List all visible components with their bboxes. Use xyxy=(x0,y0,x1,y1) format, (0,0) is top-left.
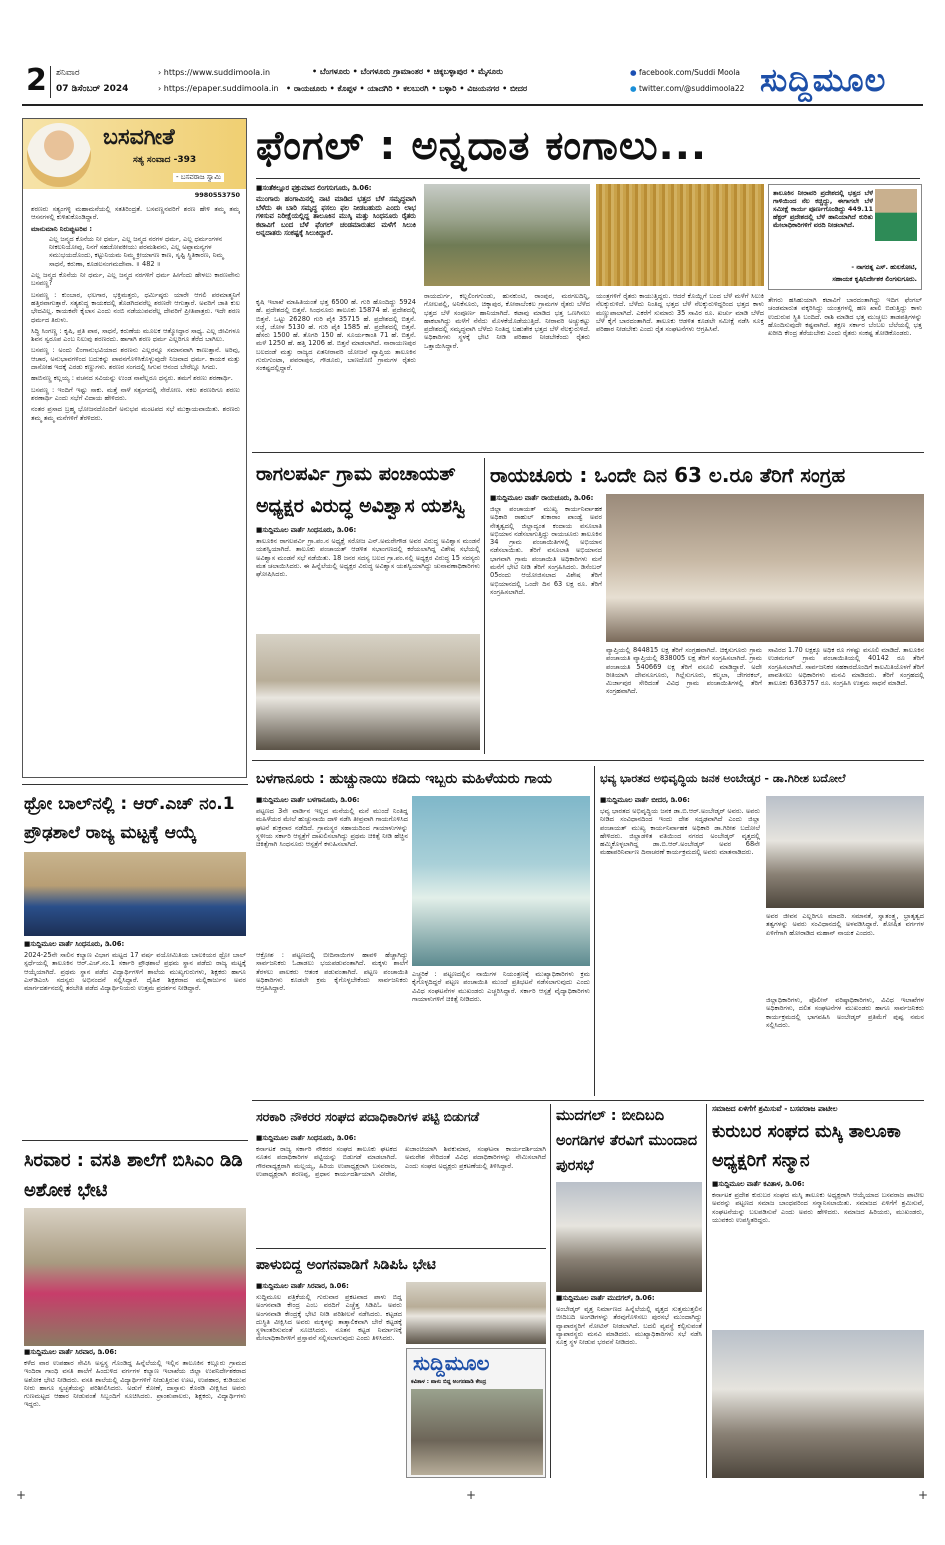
page-number: 2 xyxy=(26,63,47,98)
newspaper-clipping xyxy=(406,1348,546,1478)
basava-para: ನಂತರ ಪ್ರಸಾದ ಬ್ರಹ್ಮ ಭೋಜನದೊಂದಿಗೆ ಅನುಭವ ಮಂಟಪದ ಸಭೆ ಮುಕ್ತಾಯವಾಯಿತು. ಶರಣರು ತಮ್ಮ ತಮ್ಮ ಮನೆಗಳಿಗೆ ತೆರಳಿದರು. xyxy=(31,405,240,422)
kuruba-kicker: ಸಮಾಜದ ಏಳಿಗೆಗೆ ಶ್ರಮಿಸುವೆ - ಬಸವರಾಜ ಪಾಟೀಲ xyxy=(712,1104,838,1113)
date-label: 07 ಡಿಸೆಂಬರ್ 2024 xyxy=(56,84,129,94)
bullet-icon: ■ xyxy=(712,1180,719,1188)
quote-author: - ನಾಗರತ್ನ ಎಸ್. ಹುಲಕೋಟಿ, xyxy=(851,263,917,271)
clip-masthead: ಸುದ್ದಿಮೂಲ xyxy=(413,1351,490,1375)
bullet-icon: ■ xyxy=(490,494,497,502)
throwball-body: 2024-25ನೇ ಸಾಲಿನ ಕಲ್ಯಾಣ ವಿಭಾಗ ಮಟ್ಟದ 17 ವರ್ಷ ವಯೋಮಿತಿಯ ಬಾಲಕಿಯರ ಥ್ರೋ ಬಾಲ್ ಸ್ಪರ್ಧೆಯಲ್ಲಿ ತಾಲೂಕಿನ ಆರ್.ಎಚ್.ನಂ.1 ಸರ್ಕಾರಿ ಪ್ರೌಢಶಾಲೆ ಪ್ರಥಮ ಸ್ಥಾನ ಪಡೆದು ರಾಜ್ಯ ಮಟ್ಟಕ್ಕೆ ಆಯ್ಕೆಯಾಗಿದೆ. ಪ್ರಥಮ ಸ್ಥಾನ ಪಡೆದ ವಿದ್ಯಾರ್ಥಿಗಳಿಗೆ ಶಾಲೆಯ ಮುಖ್ಯಗುರುಗಳು, ಶಿಕ್ಷಕರು ಹಾಗೂ ಎಸ್‌ಡಿಎಂಸಿ ಸದಸ್ಯರು ಅಭಿನಂದನೆ ಸಲ್ಲಿಸಿದ್ದಾರೆ. ದೈಹಿಕ ಶಿಕ್ಷಕರಾದ ಮಲ್ಲಿಕಾರ್ಜುನ ಅವರ ಮಾರ್ಗದರ್ಶನದಲ್ಲಿ ತರಬೇತಿ ಪಡೆದ ವಿದ್ಯಾರ್ಥಿನಿಯರು ಉತ್ತಮ ಪ್ರದರ್ಶನ ನೀಡಿದ್ದಾರೆ. xyxy=(24,951,246,993)
basava-subtitle: ಸತ್ಯ ಸಂವಾದ -393 xyxy=(133,155,197,165)
lead-col-3: ಯಂತ್ರಗಳಿಗೆ ರೈತರು ಕಾಯುತ್ತಿದ್ದರು. ಆದರೆ ಕೊಯ್ಲಿಗೆ ಬಂದ ಬೆಳೆ ಮಳೆಗೆ ಸಿಲುಕಿ ನೆಲಕ್ಕುರುಳಿದೆ. ಬೆಳೆದು ನಿಂತಿದ್ದ ಭತ್ತದ ಬೆಳೆ ನೆಲಕ್ಕುರುಳಿದ್ದರಿಂದ ಭತ್ತದ ಕಾಳು ಮಣ್ಣುಪಾಲಾಗಿದೆ. ಎಕರೆಗೆ ಸುಮಾರು 35 ಸಾವಿರ ರೂ. ಖರ್ಚು ಮಾಡಿ ಬೆಳೆದ ಬೆಳೆ ಕೈಗೆ ಬಾರದಂತಾಗಿದೆ. ತಾಲೂಕು ಆಡಳಿತ ಕೂಡಲೇ ಸಮೀಕ್ಷೆ ನಡೆಸಿ ಸೂಕ್ತ ಪರಿಹಾರ ನೀಡಬೇಕು ಎಂದು ರೈತ ಸಂಘಟನೆಗಳು ಆಗ್ರಹಿಸಿವೆ. xyxy=(596,292,764,334)
mudgal-byline: ■ಸುದ್ದಿಮೂಲ ವಾರ್ತೆ ಮುದಗಲ್, ಡಿ.06: xyxy=(556,1294,655,1302)
throwball-byline: ■ಸುದ್ದಿಮೂಲ ವಾರ್ತೆ ಸಿಂಧನೂರು, ಡಿ.06: xyxy=(24,940,125,948)
ballaganur-body-2: ಆಕ್ರೋಶ : ಪಟ್ಟಣದಲ್ಲಿ ಬೀದಿನಾಯಿಗಳ ಹಾವಳಿ ಹೆಚ್ಚಾಗಿದ್ದು ಸಾರ್ವಜನಿಕರು ಓಡಾಡಲು ಭಯಪಡುವಂತಾಗಿದೆ. ಮಕ್ಕಳು ಶಾಲೆಗೆ ತೆರಳಲು ಪಾಲಕರು ಆತಂಕ ಪಡುವಂತಾಗಿದೆ. ಪಟ್ಟಣ ಪಂಚಾಯಿತಿ ಅಧಿಕಾರಿಗಳು ಕೂಡಲೇ ಕ್ರಮ ಕೈಗೊಳ್ಳಬೇಕೆಂದು ಸಾರ್ವಜನಿಕರು ಆಗ್ರಹಿಸಿದ್ದಾರೆ. xyxy=(256,951,408,993)
quote-role: ಸಹಾಯಕ ಕೃಷಿನಿರ್ದೇಶಕ ಲಿಂಗಸುಗೂರು. xyxy=(832,275,917,283)
basava-para: ಬಸವಣ್ಣ : ಅಂದು ಲಿಂಗಾನುಭವಿಯಾದ ಶರಣನು ಎಲ್ಲರನ್ನೂ ಸಮಾನವಾಗಿ ಕಾಣುತ್ತಾನೆ. ಅರಿವು, ಆಚಾರ, ಅನುಭಾವಗಳಿಂದ ಬದುಕನ್ನು ಪಾವನಗೊಳಿಸಿಕೊಳ್ಳುವುದೇ ನಿಜವಾದ ಧರ್ಮ. ಕಾಯಕ ಮತ್ತು ದಾಸೋಹ ಇದಕ್ಕೆ ಎರಡು ಕಣ್ಣುಗಳು. ಶರಣರ ಸಂಗದಲ್ಲಿ ಸಿಗುವ ಆನಂದ ಬೇರೆಲ್ಲೂ ಸಿಗದು. xyxy=(31,346,240,372)
clip-photo xyxy=(411,1389,543,1475)
facebook-link[interactable]: ● facebook.com/Suddi Moola xyxy=(630,68,740,77)
bullet-icon: ■ xyxy=(24,1348,31,1356)
bullet-icon: ■ xyxy=(256,526,263,534)
epaper-link[interactable]: › https://epaper.suddimoola.in xyxy=(158,84,279,93)
registration-mark: + xyxy=(466,1488,477,1502)
ambedkar-byline: ■ಸುದ್ದಿಮೂಲ ವಾರ್ತೆ ಬೀದರ, ಡಿ.06: xyxy=(600,796,690,804)
basava-title: ಬಸವಗೀತೆ xyxy=(103,125,175,150)
ballaganur-body-1: ಪಟ್ಟಣದ 3ನೇ ವಾರ್ಡಿನ ಇಲ್ಲದ ಮನೆಯಲ್ಲಿ ಮನೆ ಮುಂದೆ ನಿಂತಿದ್ದ ಮಹಿಳೆಯರ ಮೇಲೆ ಹುಚ್ಚುನಾಯಿ ದಾಳಿ ನಡೆಸಿ ತೀವ್ರವಾಗಿ ಗಾಯಗೊಳಿಸಿದ ಘಟನೆ ಶುಕ್ರವಾರ ನಡೆದಿದೆ. ಗ್ರಾಮಸ್ಥರ ಸಹಾಯದಿಂದ ಗಾಯಾಳುಗಳನ್ನು ಸ್ಥಳೀಯ ಸರ್ಕಾರಿ ಆಸ್ಪತ್ರೆಗೆ ದಾಖಲಿಸಲಾಗಿದ್ದು ಪ್ರಥಮ ಚಿಕಿತ್ಸೆ ನೀಡಿ ಹೆಚ್ಚಿನ ಚಿಕಿತ್ಸೆಗಾಗಿ ಸಿಂಧನೂರು ಆಸ್ಪತ್ರೆಗೆ ಕಳುಹಿಸಲಾಗಿದೆ. xyxy=(256,807,408,849)
basava-banner xyxy=(23,119,246,189)
page-header xyxy=(22,62,922,102)
ballaganur-byline: ■ಸುದ್ದಿಮೂಲ ವಾರ್ತೆ ಬಳಗಾನೂರು, ಡಿ.06: xyxy=(256,796,360,804)
ambedkar-body-3: ಜಿಲ್ಲಾಧಿಕಾರಿಗಳು, ಪೊಲೀಸ್ ವರಿಷ್ಠಾಧಿಕಾರಿಗಳು, ವಿವಿಧ ಇಲಾಖೆಗಳ ಅಧಿಕಾರಿಗಳು, ದಲಿತ ಸಂಘಟನೆಗಳ ಮುಖಂಡರು ಹಾಗೂ ಸಾರ್ವಜನಿಕರು ಕಾರ್ಯಕ್ರಮದಲ್ಲಿ ಭಾಗವಹಿಸಿ ಅಂಬೇಡ್ಕರ್ ಪ್ರತಿಮೆಗೆ ಪುಷ್ಪ ನಮನ ಸಲ್ಲಿಸಿದರು. xyxy=(766,996,924,1029)
anganwadi-headline: ಪಾಳುಬಿದ್ದ ಅಂಗನವಾಡಿಗೆ ಸಿಡಿಪಿಓ ಭೇಟಿ xyxy=(256,1257,436,1273)
day-label: ಶನಿವಾರ xyxy=(56,68,80,78)
bullet-icon: ■ xyxy=(256,184,263,192)
lead-col-1: ಕೃಷಿ ಇಲಾಖೆ ಮಾಹಿತಿಯಂತೆ ಭತ್ತ 6500 ಹೆ. ಗುರಿ ಹೊಂದಿದ್ದು 5924 ಹೆ. ಪ್ರದೇಶದಲ್ಲಿ ಬಿತ್ತನೆ. ಸಿಂಧನೂರು ತಾಲೂಕು 15874 ಹೆ. ಪ್ರದೇಶದಲ್ಲಿ ಬಿತ್ತನೆ. ಒಟ್ಟು 26280 ಗುರಿ ಪೈಕಿ 35715 ಹೆ. ಪ್ರದೇಶದಲ್ಲಿ ಬಿತ್ತನೆ. ಸಜ್ಜೆ, ಜೋಳ 5130 ಹೆ. ಗುರಿ ಪೈಕಿ 1585 ಹೆ. ಪ್ರದೇಶದಲ್ಲಿ ಬಿತ್ತನೆ. ಹೆಸರು 1500 ಹೆ. ತೊಗರಿ 150 ಹೆ. ಸೂರ್ಯಕಾಂತಿ 71 ಹೆ. ಬಿತ್ತನೆ. ಮಳೆ 1250 ಹೆ. ಹತ್ತಿ 1206 ಹೆ. ಬಿತ್ತನೆ ಮಾಡಲಾಗಿದೆ. ನಾರಾಯಣಪುರ ಬಲದಂಡೆ ಮತ್ತು ರಾಜ್ಯದ ಏತನೀರಾವರಿ ಯೋಜನೆ ವ್ಯಾಪ್ತಿಯ ತಾಲೂಕಿನ ಗುರುಗುಂಟಾ, ಪವರಾಪುರ, ಗೌಡೂರು, ಬಾಣದೊಣಿ ಗ್ರಾಮಗಳ ರೈತರು ಸಂಕಷ್ಟದಲ್ಲಿದ್ದಾರೆ. xyxy=(256,298,416,373)
lead-photo-grain xyxy=(596,184,764,286)
ragal-body: ತಾಲೂಕಿನ ರಾಗಲಪರ್ವಿ ಗ್ರಾ.ಪಂ.ನ ಅಧ್ಯಕ್ಷೆ ಸರೋಜ ಎನ್.ಅಮರೇಗೌಡ ಅವರ ವಿರುದ್ಧ ಅವಿಶ್ವಾಸ ಮಂಡನೆ ಯಶಸ್ವಿಯಾಗಿದೆ. ತಾಲೂಕು ಪಂಚಾಯತ್ ಆಡಳಿತ ಸಭಾಂಗಣದಲ್ಲಿ ಕರೆಯಲಾಗಿದ್ದ ವಿಶೇಷ ಸಭೆಯಲ್ಲಿ ಅವಿಶ್ವಾಸ ಮಂಡನೆ ಸಭೆ ನಡೆಯಿತು. 18 ಜನರ ಸದಸ್ಯ ಬಲದ ಗ್ರಾ.ಪಂ.ನಲ್ಲಿ ಅಧ್ಯಕ್ಷರ ವಿರುದ್ಧ 15 ಸದಸ್ಯರು ಮತ ಚಲಾಯಿಸಿದರು. ಈ ಹಿನ್ನೆಲೆಯಲ್ಲಿ ಅಧ್ಯಕ್ಷರ ವಿರುದ್ಧ ಅವಿಶ್ವಾಸ ಯಶಸ್ವಿಯಾಗಿದ್ದು ಚುನಾವಣಾಧಿಕಾರಿಗಳು ಘೋಷಿಸಿದರು. xyxy=(256,537,480,579)
ragal-photo xyxy=(256,634,480,750)
kuruba-photo xyxy=(712,1330,924,1478)
link-icon: › xyxy=(158,68,164,77)
anganwadi-body: ಸುದ್ದಿಮೂಲ ಪತ್ರಿಕೆಯಲ್ಲಿ ಗುರುವಾರ ಪ್ರಕಟವಾದ ಪಾಳು ಬಿದ್ದ ಅಂಗನವಾಡಿ ಕೇಂದ್ರ ಎಂಬ ವರದಿಗೆ ಎಚ್ಚೆತ್ತ ಸಿಡಿಪಿಓ ಅವರು ಅಂಗನವಾಡಿ ಕೇಂದ್ರಕ್ಕೆ ಭೇಟಿ ನೀಡಿ ಪರಿಶೀಲನೆ ನಡೆಸಿದರು. ಕಟ್ಟಡದ ದುಸ್ಥಿತಿ ವೀಕ್ಷಿಸಿದ ಅವರು ಮಕ್ಕಳನ್ನು ತಾತ್ಕಾಲಿಕವಾಗಿ ಬೇರೆ ಕಟ್ಟಡಕ್ಕೆ ಸ್ಥಳಾಂತರಿಸುವಂತೆ ಸೂಚಿಸಿದರು. ನೂತನ ಕಟ್ಟಡ ನಿರ್ಮಾಣಕ್ಕೆ ಮೇಲಾಧಿಕಾರಿಗಳಿಗೆ ಪ್ರಸ್ತಾವನೆ ಸಲ್ಲಿಸಲಾಗುವುದು ಎಂದು ತಿಳಿಸಿದರು. xyxy=(256,1293,402,1343)
basava-para: ಸಿದ್ಧಿ ಸಿಂಗಣ್ಣ : ಕೃಷಿ, ಪ್ರತಿ ಪಾಠ, ಸಾಧನೆ, ಕರುಣೆಯ ಮೂಲಕ ಆತ್ಮೋದ್ಧಾರ ಸಾಧ್ಯ. ಎಲ್ಲ ಜೀವಿಗಳೂ ಶಿವನ ಸ್ವರೂಪ ಎಂಬ ನಿಲುವು ಶರಣರದು. ಹಾಗಾಗಿ ಶರಣ ಧರ್ಮ ಎಲ್ಲರಿಗೂ ತೆರೆದ ಬಾಗಿಲು. xyxy=(31,326,240,344)
link-icon: › xyxy=(158,84,164,93)
clip-caption: ಕವಿತಾಳ : ಪಾಳು ಬಿದ್ದ ಅಂಗನವಾಡಿ ಕೇಂದ್ರ xyxy=(411,1379,487,1385)
twitter-link[interactable]: ● twitter.com/@suddimoola22 xyxy=(630,84,745,93)
bullet-icon: ■ xyxy=(600,796,607,804)
basava-phone: 9980553750 xyxy=(194,191,240,199)
saint-portrait xyxy=(27,123,91,187)
ragal-headline: ರಾಗಲಪರ್ವಿ ಗ್ರಾಮ ಪಂಚಾಯತ್ ಅಧ್ಯಕ್ಷರ ವಿರುದ್ಧ ಅವಿಶ್ವಾಸ ಯಶಸ್ವಿ xyxy=(256,463,466,517)
basava-para: ಶರಣರು ಸತ್ಯಂಗಳ್ಳಿ ಮಹಾಮನೆಯಲ್ಲಿ ಸತತಿರಿಂದ್ರತೆ. ಬಸವಣ್ಣನವರಿಗೆ ಶರಣ ಹೇಳಿ ತಮ್ಮ ತಮ್ಮ ಆಸನಗಳಲ್ಲಿ ಕುಳಿತುಕೊಂಡಿದ್ದಾರೆ. xyxy=(31,205,240,222)
registration-mark: + xyxy=(918,1488,929,1502)
ambedkar-body-2: ಅವರ ಜೀವನ ಎಲ್ಲರಿಗೂ ಮಾದರಿ. ಸಮಾನತೆ, ಸ್ವಾತಂತ್ರ್ಯ, ಭ್ರಾತೃತ್ವದ ತತ್ವಗಳನ್ನು ಅವರು ಸಂವಿಧಾನದಲ್ಲಿ ಅಳವಡಿಸಿದ್ದಾರೆ. ಶೋಷಿತ ವರ್ಗಗಳ ಏಳಿಗೆಗಾಗಿ ಹೋರಾಡಿದ ಮಹಾನ್ ನಾಯಕ ಎಂದರು. xyxy=(766,912,924,937)
basava-para: ಬಸವಣ್ಣ : ಇಂದಿಗೆ ಇಷ್ಟು ಸಾಕು. ಮತ್ತೆ ನಾಳೆ ಸತ್ಸಂಗದಲ್ಲಿ ಸೇರೋಣ. ಸಕಲ ಶರಣರಿಗೂ ಶರಣು ಶರಣಾರ್ಥಿ ಎಂದು ಸಭೆಗೆ ವಿದಾಯ ಹೇಳಿದರು. xyxy=(31,385,240,402)
kuruba-body: ಕರ್ನಾಟಕ ಪ್ರದೇಶ ಕುರುಬರ ಸಂಘದ ಮಸ್ಕಿ ತಾಲೂಕು ಅಧ್ಯಕ್ಷರಾಗಿ ಆಯ್ಕೆಯಾದ ಬಸವರಾಜ ಪಾಟೀಲ ಅವರನ್ನು ಪಟ್ಟಣದ ಸಮಾಜ ಬಾಂಧವರಿಂದ ಸನ್ಮಾನಿಸಲಾಯಿತು. ಸಮಾಜದ ಏಳಿಗೆಗೆ ಶ್ರಮಿಸುವೆ, ಸಂಘಟನೆಯನ್ನು ಬಲಪಡಿಸುವೆ ಎಂದು ಅವರು ಹೇಳಿದರು. ಸಮಾಜದ ಹಿರಿಯರು, ಮುಖಂಡರು, ಯುವಕರು ಉಪಸ್ಥಿತರಿದ್ದರು. xyxy=(712,1191,924,1224)
ambedkar-headline: ಭವ್ಯ ಭಾರತದ ಅಭಿವೃದ್ಧಿಯ ಜನಕ ಅಂಬೇಡ್ಕರ - ಡಾ.ಗಿರೀಶ ಬದೋಲೆ xyxy=(600,772,846,785)
mudgal-photo xyxy=(556,1182,702,1292)
kuruba-headline: ಕುರುಬರ ಸಂಘದ ಮಸ್ಕಿ ತಾಲೂಕಾ ಅಧ್ಯಕ್ಷರಿಗೆ ಸನ್ಮಾನ xyxy=(712,1122,901,1171)
bullet-icon: ■ xyxy=(256,1282,263,1290)
basava-para: ಹಾಬಿನಣ್ಣ ಕಲ್ಲಯ್ಯ : ವಚನದ ಸವಿಯನ್ನು ಉಂಡ ನಾವೆಲ್ಲರೂ ಧನ್ಯರು. ತಮಗೆ ಶರಣು ಶರಣಾರ್ಥಿ. xyxy=(31,374,233,383)
lead-byline: ■ಸಂತೆಕಲ್ಲೂರ ಫಕ್ರುಮಾದ ಲಿಂಗಸುಗೂರು, ಡಿ.06: xyxy=(256,184,372,192)
govt-body: ಕರ್ನಾಟಕ ರಾಜ್ಯ ಸರ್ಕಾರಿ ನೌಕರರ ಸಂಘದ ತಾಲೂಕು ಘಟಕದ ನೂತನ ಪದಾಧಿಕಾರಿಗಳ ಪಟ್ಟಿಯನ್ನು ಬಿಡುಗಡೆ ಮಾಡಲಾಗಿದೆ. ಗೌರವಾಧ್ಯಕ್ಷರಾಗಿ ಮಲ್ಲಯ್ಯ, ಹಿರಿಯ ಉಪಾಧ್ಯಕ್ಷರಾಗಿ ಬಸವರಾಜ, ಉಪಾಧ್ಯಕ್ಷರಾಗಿ ಶರಣಪ್ಪ, ಪ್ರಧಾನ ಕಾರ್ಯದರ್ಶಿಯಾಗಿ ವೀರೇಶ, ಖಜಾಂಚಿಯಾಗಿ ಶಿವಕುಮಾರ, ಸಂಘಟನಾ ಕಾರ್ಯದರ್ಶಿಯಾಗಿ ಅಮರೇಶ ಸೇರಿದಂತೆ ವಿವಿಧ ಪದಾಧಿಕಾರಿಗಳನ್ನು ನೇಮಿಸಲಾಗಿದೆ ಎಂದು ಸಂಘದ ಅಧ್ಯಕ್ಷರು ಪ್ರಕಟಣೆಯಲ್ಲಿ ತಿಳಿಸಿದ್ದಾರೆ. xyxy=(256,1145,546,1178)
ballaganur-photo xyxy=(412,796,590,966)
bullet-icon: ■ xyxy=(256,796,263,804)
throwball-photo xyxy=(24,852,246,936)
ambedkar-photo xyxy=(766,796,924,908)
ballaganur-body-3: ಎಚ್ಚರಿಕೆ : ಪಟ್ಟಣದಲ್ಲಿನ ನಾಯಿಗಳ ನಿಯಂತ್ರಣಕ್ಕೆ ಮುಖ್ಯಾಧಿಕಾರಿಗಳು ಕ್ರಮ ಕೈಗೊಳ್ಳದಿದ್ದರೆ ಪಟ್ಟಣ ಪಂಚಾಯಿತಿ ಮುಂದೆ ಪ್ರತಿಭಟನೆ ನಡೆಸಲಾಗುವುದು ಎಂದು ವಿವಿಧ ಸಂಘಟನೆಗಳ ಮುಖಂಡರು ಎಚ್ಚರಿಸಿದ್ದಾರೆ. ಸರ್ಕಾರಿ ಆಸ್ಪತ್ರೆ ವೈದ್ಯಾಧಿಕಾರಿಗಳು ಗಾಯಾಳುಗಳಿಗೆ ಚಿಕಿತ್ಸೆ ನೀಡಿದರು. xyxy=(412,970,590,1003)
quote-text: ತಾಲೂಕಿನ ನೀರಾವರಿ ಪ್ರದೇಶದಲ್ಲಿ ಭತ್ತದ ಬೆಳೆ ಗಾಳಿಯಿಂದ ನೆಲ ಕಚ್ಚಿದ್ದು, ಈಗಾಗಲೇ ಬೆಳೆ ಸಮೀಕ್ಷೆ ಕಾರ್ಯ ಪೂರ್ಣಗೊಂಡಿದ್ದು 449.11 ಹೆಕ್ಟರ್ ಪ್ರದೇಶದಲ್ಲಿ ಬೆಳೆ ಹಾನಿಯಾಗಿದೆ ಕುರಿತು ಮೇಲಾಧಿಕಾರಿಗಳಿಗೆ ವರದಿ ನೀಡಲಾಗಿದೆ. xyxy=(773,189,873,229)
sirwar-headline: ಸಿರವಾರ : ವಸತಿ ಶಾಲೆಗೆ ಬಿಸಿಎಂ ಡಿಡಿ ಅಶೋಕ ಭೇಟಿ xyxy=(24,1150,243,1201)
districts-row-1: • ಬೆಂಗಳೂರು • ಬೆಂಗಳೂರು ಗ್ರಾಮಾಂತರ • ಚಿಕ್ಕಬಳ್ಳಾಪುರ • ಮೈಸೂರು xyxy=(312,67,503,76)
raichur-photo xyxy=(606,494,924,642)
anganwadi-photo xyxy=(406,1282,546,1344)
lead-intro: ಮುಂಗಾರು ಹಂಗಾಮಿನಲ್ಲಿ ನಾಟಿ ಮಾಡಿದ ಭತ್ತದ ಬೆಳೆ ಸಮೃದ್ಧವಾಗಿ ಬೆಳೆದು ಈ ಬಾರಿ ಸಮೃದ್ಧ ಫಸಲು ಫಲ ನೀಡಬಹುದು ಎಂದು ಲಾಭ ಗಳಿಸುವ ನಿರೀಕ್ಷೆಯಲ್ಲಿದ್ದ ತಾಲೂಕಿನ ಮುಸ್ಕಿ ಮತ್ತು ಸಿಂಧನೂರು ರೈತರು ಕಟಾವಿಗೆ ಬಂದ ಬೆಳೆ ಫೆಂಗಲ್ ಚಂಡಮಾರುತದ ಮಳೆಗೆ ಸಿಲುಕಿ ಅನ್ನದಾತರು ಸಂಕಷ್ಟಕ್ಕೆ ಸಿಲುಕಿದ್ದಾರೆ. xyxy=(256,195,416,238)
raichur-body-3: ಸಾವಿರದ 1.70 ಲಕ್ಷಕ್ಕೂ ಅಧಿಕ ರೂ ಗಳಷ್ಟು ವಸೂಲಿ ಮಾಡಿದೆ. ತಾಲೂಕಿನ ಉಡಮಗಲ್ ಗ್ರಾಮ ಪಂಚಾಯಿತಿಯಲ್ಲಿ 40142 ರೂ ತೆರಿಗೆ ಸಂಗ್ರಹಿಸಲಾಗಿದೆ. ಸಾರ್ವಜನಿಕರ ಸಹಕಾರದೊಂದಿಗೆ ಕಾಲಮಿತಿಯೊಳಗೆ ತೆರಿಗೆ ಪಾವತಿಸಲು ಅಧಿಕಾರಿಗಳು ಮನವಿ ಮಾಡಿದರು. ತೆರಿಗೆ ಸಂಗ್ರಹದಲ್ಲಿ ತಾಲೂಕು 6363757 ರೂ. ಸಂಗ್ರಹಿಸಿ ಉತ್ತಮ ಸಾಧನೆ ಮಾಡಿದೆ. xyxy=(768,646,924,688)
govt-headline: ಸರಕಾರಿ ನೌಕರರ ಸಂಘದ ಪದಾಧಿಕಾರಿಗಳ ಪಟ್ಟಿ ಬಿಡುಗಡೆ xyxy=(256,1109,480,1124)
website-link[interactable]: › https://www.suddimoola.in xyxy=(158,68,271,77)
twitter-icon: ● xyxy=(630,84,637,93)
ballaganur-headline: ಬಳಗಾನೂರು : ಹುಚ್ಚುನಾಯಿ ಕಡಿದು ಇಬ್ಬರು ಮಹಿಳೆಯರು ಗಾಯ xyxy=(256,771,552,787)
raichur-byline: ■ಸುದ್ದಿಮೂಲ ವಾರ್ತೆ ರಾಯಚೂರು, ಡಿ.06: xyxy=(490,494,594,502)
sirwar-photo xyxy=(24,1208,246,1346)
raichur-headline: ರಾಯಚೂರು : ಒಂದೇ ದಿನ 63 ಲ.ರೂ ತೆರಿಗೆ ಸಂಗ್ರಹ xyxy=(490,463,846,487)
ragal-byline: ■ಸುದ್ದಿಮೂಲ ವಾರ್ತೆ ಸಿಂಧನೂರು, ಡಿ.06: xyxy=(256,526,357,534)
mudgal-body: ಅಂಬೇಡ್ಕರ್ ವೃತ್ತ ನಿರ್ಮಾಣದ ಹಿನ್ನೆಲೆಯಲ್ಲಿ ವೃತ್ತದ ಸುತ್ತಮುತ್ತಲಿನ ಬೀದಿಬದಿ ಅಂಗಡಿಗಳನ್ನು ತೆರವುಗೊಳಿಸಲು ಪುರಸಭೆ ಮುಂದಾಗಿದ್ದು ವ್ಯಾಪಾರಸ್ಥರಿಗೆ ನೋಟಿಸ್ ನೀಡಲಾಗಿದೆ. ಬದಲಿ ವ್ಯವಸ್ಥೆ ಕಲ್ಪಿಸುವಂತೆ ವ್ಯಾಪಾರಸ್ಥರು ಮನವಿ ಮಾಡಿದರು. ಮುಖ್ಯಾಧಿಕಾರಿಗಳು ಸಭೆ ನಡೆಸಿ ಸೂಕ್ತ ಸ್ಥಳ ನೀಡುವ ಭರವಸೆ ನೀಡಿದರು. xyxy=(556,1305,702,1347)
basava-verse: ಎಲ್ಲ ಜನ್ಮದ ಕೊನೆಯ ನೀ ಧರ್ಮ, ಎಲ್ಲ ಜನ್ಮದ ನರಗಳ ಧರ್ಮ, ಎಲ್ಲ ಧರ್ಮಂಗಳನ ನೀಕಲನಿಯೋವು, ನಿನಗೆ ಸಹಜೋಪಕೀಯು ಪರಮಶಿವನು, ಎಲ್ಲ ಅಪ್ಪಾಮನ್ಯಗಳ ಸಮುಭಯದೊಂದು, ಕಟ್ಟುನಿಯಮ ನಿಮ್ಮ ಕ್ರೀಯಾಗಣ ಕಾಣ, ಸೃಷ್ಟಿ ಸ್ಥಿತಿಕಾರಣ, ನಿಮ್ಮ ಸಾಧನೆ, ಕರುಣಾ, ಕೂಡಲಸಂಗಮದೇವಾ. ॥ 482 ॥ xyxy=(49,234,224,268)
basava-author: - ಬಸವರಾಜ ಸ್ವಾಮಿ xyxy=(173,173,224,182)
basava-subhead: ಮಾನುಮಾನಿ ನಿರುಪ್ಪುಟರಿವ : xyxy=(31,224,92,233)
raichur-body-1: ಜಿಲ್ಲಾ ಪಂಚಾಯತ್ ಮುಖ್ಯ ಕಾರ್ಯನಿರ್ವಾಹಕ ಅಧಿಕಾರಿ ರಾಹುಲ್ ತುಕಾರಾಂ ಪಾಂಡ್ವೆ ಅವರ ನೇತೃತ್ವದಲ್ಲಿ ಜಿಲ್ಲಾದ್ಯಂತ ಕಂದಾಯ ವಸೂಲಾತಿ ಅಭಿಯಾನ ನಡೆಸಲಾಗುತ್ತಿದ್ದು ರಾಯಚೂರು ತಾಲೂಕಿನ 34 ಗ್ರಾಮ ಪಂಚಾಯಿತಿಗಳಲ್ಲಿ ಅಭಿಯಾನ ನಡೆಸಲಾಯಿತು. ತೆರಿಗೆ ವಸೂಲಾತಿ ಅಭಿಯಾನದ ಭಾಗವಾಗಿ ಗ್ರಾಮ ಪಂಚಾಯಿತಿ ಅಧಿಕಾರಿಗಳು ಮನೆ ಮನೆಗೆ ಭೇಟಿ ನೀಡಿ ತೆರಿಗೆ ಸಂಗ್ರಹಿಸಿದರು. ಡಿಸೆಂಬರ್ 05ರಂದು ಆಯೋಜಿಸಲಾದ ವಿಶೇಷ ತೆರಿಗೆ ಅಭಿಯಾನದಲ್ಲಿ ಒಂದೇ ದಿನ 63 ಲಕ್ಷ ರೂ. ತೆರಿಗೆ ಸಂಗ್ರಹಿಸಲಾಗಿದೆ. xyxy=(490,505,602,596)
raichur-body-2: ವ್ಯಾಪ್ತಿಯಲ್ಲಿ 844815 ಲಕ್ಷ ತೆರಿಗೆ ಸಂಗ್ರಹವಾಗಿದೆ. ಚಿಕ್ಕಸುಗೂರು ಗ್ರಾಮ ಪಂಚಾಯತಿ ವ್ಯಾಪ್ತಿಯಲ್ಲಿ 838005 ಲಕ್ಷ ತೆರಿಗೆ ಸಂಗ್ರಹಿಸಲಾಗಿದೆ. ಗ್ರಾಮ ಪಂಚಾಯತಿ 540669 ಲಕ್ಷ ತೆರಿಗೆ ವಸೂಲಿ ಮಾಡಿದ್ದಾರೆ. ಅದೇ ರೀತಿಯಾಗಿ ದೇವಸೂಗೂರು, ಗಿಲ್ಲೆಸುಗೂರು, ಕಲ್ಮಲಾ, ಜೇಗರಕಲ್, ಮಿರ್ಜಾಪುರ ಸೇರಿದಂತೆ ವಿವಿಧ ಗ್ರಾಮ ಪಂಚಾಯಿತಿಗಳಲ್ಲಿ ತೆರಿಗೆ ಸಂಗ್ರಹವಾಗಿದೆ. xyxy=(606,646,762,696)
facebook-icon: ● xyxy=(630,68,637,77)
basava-para: ಎಲ್ಲ ಜನ್ಮದ ಕೊನೆಯ ನೀ ಧರ್ಮ, ಎಲ್ಲ ಜನ್ಮದ ನರಗಳಿಗೆ ಧರ್ಮ ಹೀಗೆಂದು ಹೇಳಲು ಕಾರಣವೇನು ಬಸವಣ್ಣ? xyxy=(31,271,240,288)
govt-byline: ■ಸುದ್ದಿಮೂಲ ವಾರ್ತೆ ಸಿಂಧನೂರು, ಡಿ.06: xyxy=(256,1134,357,1142)
basava-column xyxy=(22,118,247,778)
districts-row-2: • ರಾಯಚೂರು • ಕೊಪ್ಪಳ • ಯಾದಗಿರಿ • ಕಲಬುರಗಿ • ಬಳ್ಳಾರಿ • ವಿಜಯನಗರ • ಬೀದರ xyxy=(286,84,528,93)
throwball-headline: ಥ್ರೋ ಬಾಲ್‌ನಲ್ಲಿ : ಆರ್.ಎಚ್ ನಂ.1 ಪ್ರೌಢಶಾಲೆ ರಾಜ್ಯ ಮಟ್ಟಕ್ಕೆ ಆಯ್ಕೆ xyxy=(24,794,235,843)
masthead-logo: ಸುದ್ದಿಮೂಲ xyxy=(760,62,887,99)
basava-para: ಬಸವಣ್ಣ : ಕುಂಬಾರ, ಛಲಗಾರ, ಭಕ್ತಿಮತ್ತರು, ಧರ್ಮಿಷ್ಠರು ಯಾರೇ ಆಗಲಿ ಪರಮಾತ್ಮನಿಗೆ ಹತ್ತಿರವಾಗುತ್ತಾರೆ. ಸತ್ಯಶುದ್ಧ ಕಾಯಕದಲ್ಲಿ ತೊಡಗಿದವರೆಲ್ಲ ಶರಣರೇ ಆಗುತ್ತಾರೆ. ಅವರಿಗೆ ಜಾತಿ ಕುಲ ಭೇದವಿಲ್ಲ. ಕಾಯಕವೇ ಕೈಲಾಸ ಎಂದು ನಂಬಿ ನಡೆಯುವವರೆಲ್ಲ ದೇವರಿಗೆ ಪ್ರೀತಿಪಾತ್ರರು. ಇದೇ ಶರಣ ಧರ್ಮದ ತಿರುಳು. xyxy=(31,290,240,324)
sirwar-byline: ■ಸುದ್ದಿಮೂಲ ವಾರ್ತೆ ಸಿರವಾರ, ಡಿ.06: xyxy=(24,1348,117,1356)
officer-portrait xyxy=(875,189,917,241)
anganwadi-byline: ■ಸುದ್ದಿಮೂಲ ವಾರ್ತೆ ಸಿರವಾರ, ಡಿ.06: xyxy=(256,1282,349,1290)
sirwar-body: ಕಳೆದ ವಾರ ಉಪಹಾರ ಸೇವಿಸಿ ಅಸ್ವಸ್ಥ ಗೊಂಡಿದ್ದ ಹಿನ್ನೆಲೆಯಲ್ಲಿ ಇಲ್ಲಿನ ತಾಲೂಕಿನ ಕಲ್ಲೂರು ಗ್ರಾಮದ ಇಂದಿರಾ ಗಾಂಧಿ ವಸತಿ ಶಾಲೆಗೆ ಹಿಂದುಳಿದ ವರ್ಗಗಳ ಕಲ್ಯಾಣ ಇಲಾಖೆಯ ಜಿಲ್ಲಾ ಉಪನಿರ್ದೇಶಕರಾದ ಅಶೋಕ ಭೇಟಿ ನೀಡಿದರು. ವಸತಿ ಶಾಲೆಯಲ್ಲಿ ವಿದ್ಯಾರ್ಥಿಗಳಿಗೆ ನೀಡುತ್ತಿರುವ ಊಟ, ಉಪಹಾರ, ಕುಡಿಯುವ ನೀರು ಹಾಗೂ ಸ್ವಚ್ಛತೆಯನ್ನು ಪರಿಶೀಲಿಸಿದರು. ಅಡುಗೆ ಕೋಣೆ, ದಾಸ್ತಾನು ಕೊಠಡಿ ವೀಕ್ಷಿಸಿದ ಅವರು ಗುಣಮಟ್ಟದ ಆಹಾರ ನೀಡುವಂತೆ ಸಿಬ್ಬಂದಿಗೆ ಸೂಚಿಸಿದರು. ಪ್ರಾಂಶುಪಾಲರು, ಶಿಕ್ಷಕರು, ವಿದ್ಯಾರ್ಥಿಗಳು ಇದ್ದರು. xyxy=(24,1359,246,1409)
lead-headline: ಫೆಂಗಲ್ : ಅನ್ನದಾತ ಕಂಗಾಲು... xyxy=(256,123,708,169)
bullet-icon: ■ xyxy=(24,940,31,948)
ambedkar-body-1: ಭವ್ಯ ಭಾರತದ ಅಭಿವೃದ್ಧಿಯ ಜನಕ ಡಾ.ಬಿ.ಆರ್.ಅಂಬೇಡ್ಕರ್ ಅವರು. ಅವರು ನೀಡಿದ ಸಂವಿಧಾನದಿಂದ ಇಂದು ದೇಶ ಸದೃಢವಾಗಿದೆ ಎಂದು ಜಿಲ್ಲಾ ಪಂಚಾಯತ್ ಮುಖ್ಯ ಕಾರ್ಯನಿರ್ವಾಹಕ ಅಧಿಕಾರಿ ಡಾ.ಗಿರೀಶ ಬದೋಲೆ ಹೇಳಿದರು. ಜಿಲ್ಲಾಡಳಿತ ವತಿಯಿಂದ ನಗರದ ಅಂಬೇಡ್ಕರ್ ವೃತ್ತದಲ್ಲಿ ಹಮ್ಮಿಕೊಳ್ಳಲಾಗಿದ್ದ ಡಾ.ಬಿ.ಆರ್.ಅಂಬೇಡ್ಕರ್ ಅವರ 68ನೇ ಮಹಾಪರಿನಿರ್ವಾಣ ದಿನಾಚರಣೆ ಕಾರ್ಯಕ್ರಮದಲ್ಲಿ ಅವರು ಮಾತನಾಡಿದರು. xyxy=(600,807,760,857)
mudgal-headline: ಮುದಗಲ್ : ಬೀದಿಬದಿ ಅಂಗಡಿಗಳ ತೆರವಿಗೆ ಮುಂದಾದ ಪುರಸಭೆ xyxy=(556,1108,698,1174)
bullet-icon: ■ xyxy=(256,1134,263,1142)
lead-col-2: ರಾಯದುರ್ಗ, ಕಲ್ಲಲಿಂಗಗುಂಡು, ಹುನಕುಂಟಿ, ರಾಂಪುರ, ಮರಗಲದಿನ್ನಿ, ಗೋಲಪಲ್ಲಿ, ಅನಿಕೆಸೂರು, ಚಿಕ್ಕಾಪುರ, ಕೋಠಾಬೆಂಕಲ ಗ್ರಾಮಗಳ ರೈತರು ಬೆಳೆದ ಭತ್ತದ ಬೆಳೆ ಸಂಪೂರ್ಣ ಹಾನಿಯಾಗಿದೆ. ಕಟಾವು ಮಾಡಿದ ಭತ್ತ ಒಣಗಿಸಲು ಹಾಕಲಾಗಿದ್ದು ಮಳೆಗೆ ನೆನೆದು ಮೊಳಕೆಯೊಡೆಯುತ್ತಿದೆ. ನೀರಾವರಿ ಅಚ್ಚುಕಟ್ಟು ಪ್ರದೇಶದಲ್ಲಿ ಸಮೃದ್ಧವಾಗಿ ಬೆಳೆದು ನಿಂತಿದ್ದ ಬಹುತೇಕ ಭತ್ತದ ಬೆಳೆ ನೆಲಕ್ಕುರುಳಿದೆ. ಅಧಿಕಾರಿಗಳು ಸ್ಥಳಕ್ಕೆ ಭೇಟಿ ನೀಡಿ ಪರಿಹಾರ ನೀಡಬೇಕೆಂದು ರೈತರು ಒತ್ತಾಯಿಸಿದ್ದಾರೆ. xyxy=(424,292,590,350)
lead-quote-box xyxy=(768,184,922,290)
kuruba-byline: ■ಸುದ್ದಿಮೂಲ ವಾರ್ತೆ ಕವಿತಾಳ, ಡಿ.06: xyxy=(712,1180,805,1188)
bullet-icon: ■ xyxy=(556,1294,563,1302)
lead-col-4: ತೇಗರು ಹಸಿಹುಯಾಗಿ ಕಟಾವಿಗೆ ಬಾರದಂತಾಗಿದ್ದು ಇದಿಗ ಫೆಂಗಲ್ ಚಂಡಮಾರುತ ವಕ್ಕರಿಸಿದ್ದು ಯಂತ್ರಗಳಲ್ಲಿ ಹಣ ಖಾಲಿ ಬಿಡುತ್ತಿದ್ದು ಕಾಳು ಉದುರುವ ಸ್ಥಿತಿ ಬಂದಿದೆ. ರಾಶಿ ಮಾಡಿದ ಭತ್ತ ಮುಚ್ಚಲು ತಾಡಪತ್ರಿಗಳನ್ನು ಹೊಂದಿಸುವುದೇ ಕಷ್ಟವಾಗಿದೆ. ತಕ್ಷಣ ಸರ್ಕಾರ ಬೆಂಬಲ ಬೆಲೆಯಲ್ಲಿ ಭತ್ತ ಖರೀದಿ ಕೇಂದ್ರ ತೆರೆಯಬೇಕು ಎಂದು ರೈತರು ಸಂಕಷ್ಟ ತೋಡಿಕೊಂಡರು. xyxy=(768,296,922,338)
registration-mark: + xyxy=(16,1488,27,1502)
lead-photo-field xyxy=(424,184,590,286)
